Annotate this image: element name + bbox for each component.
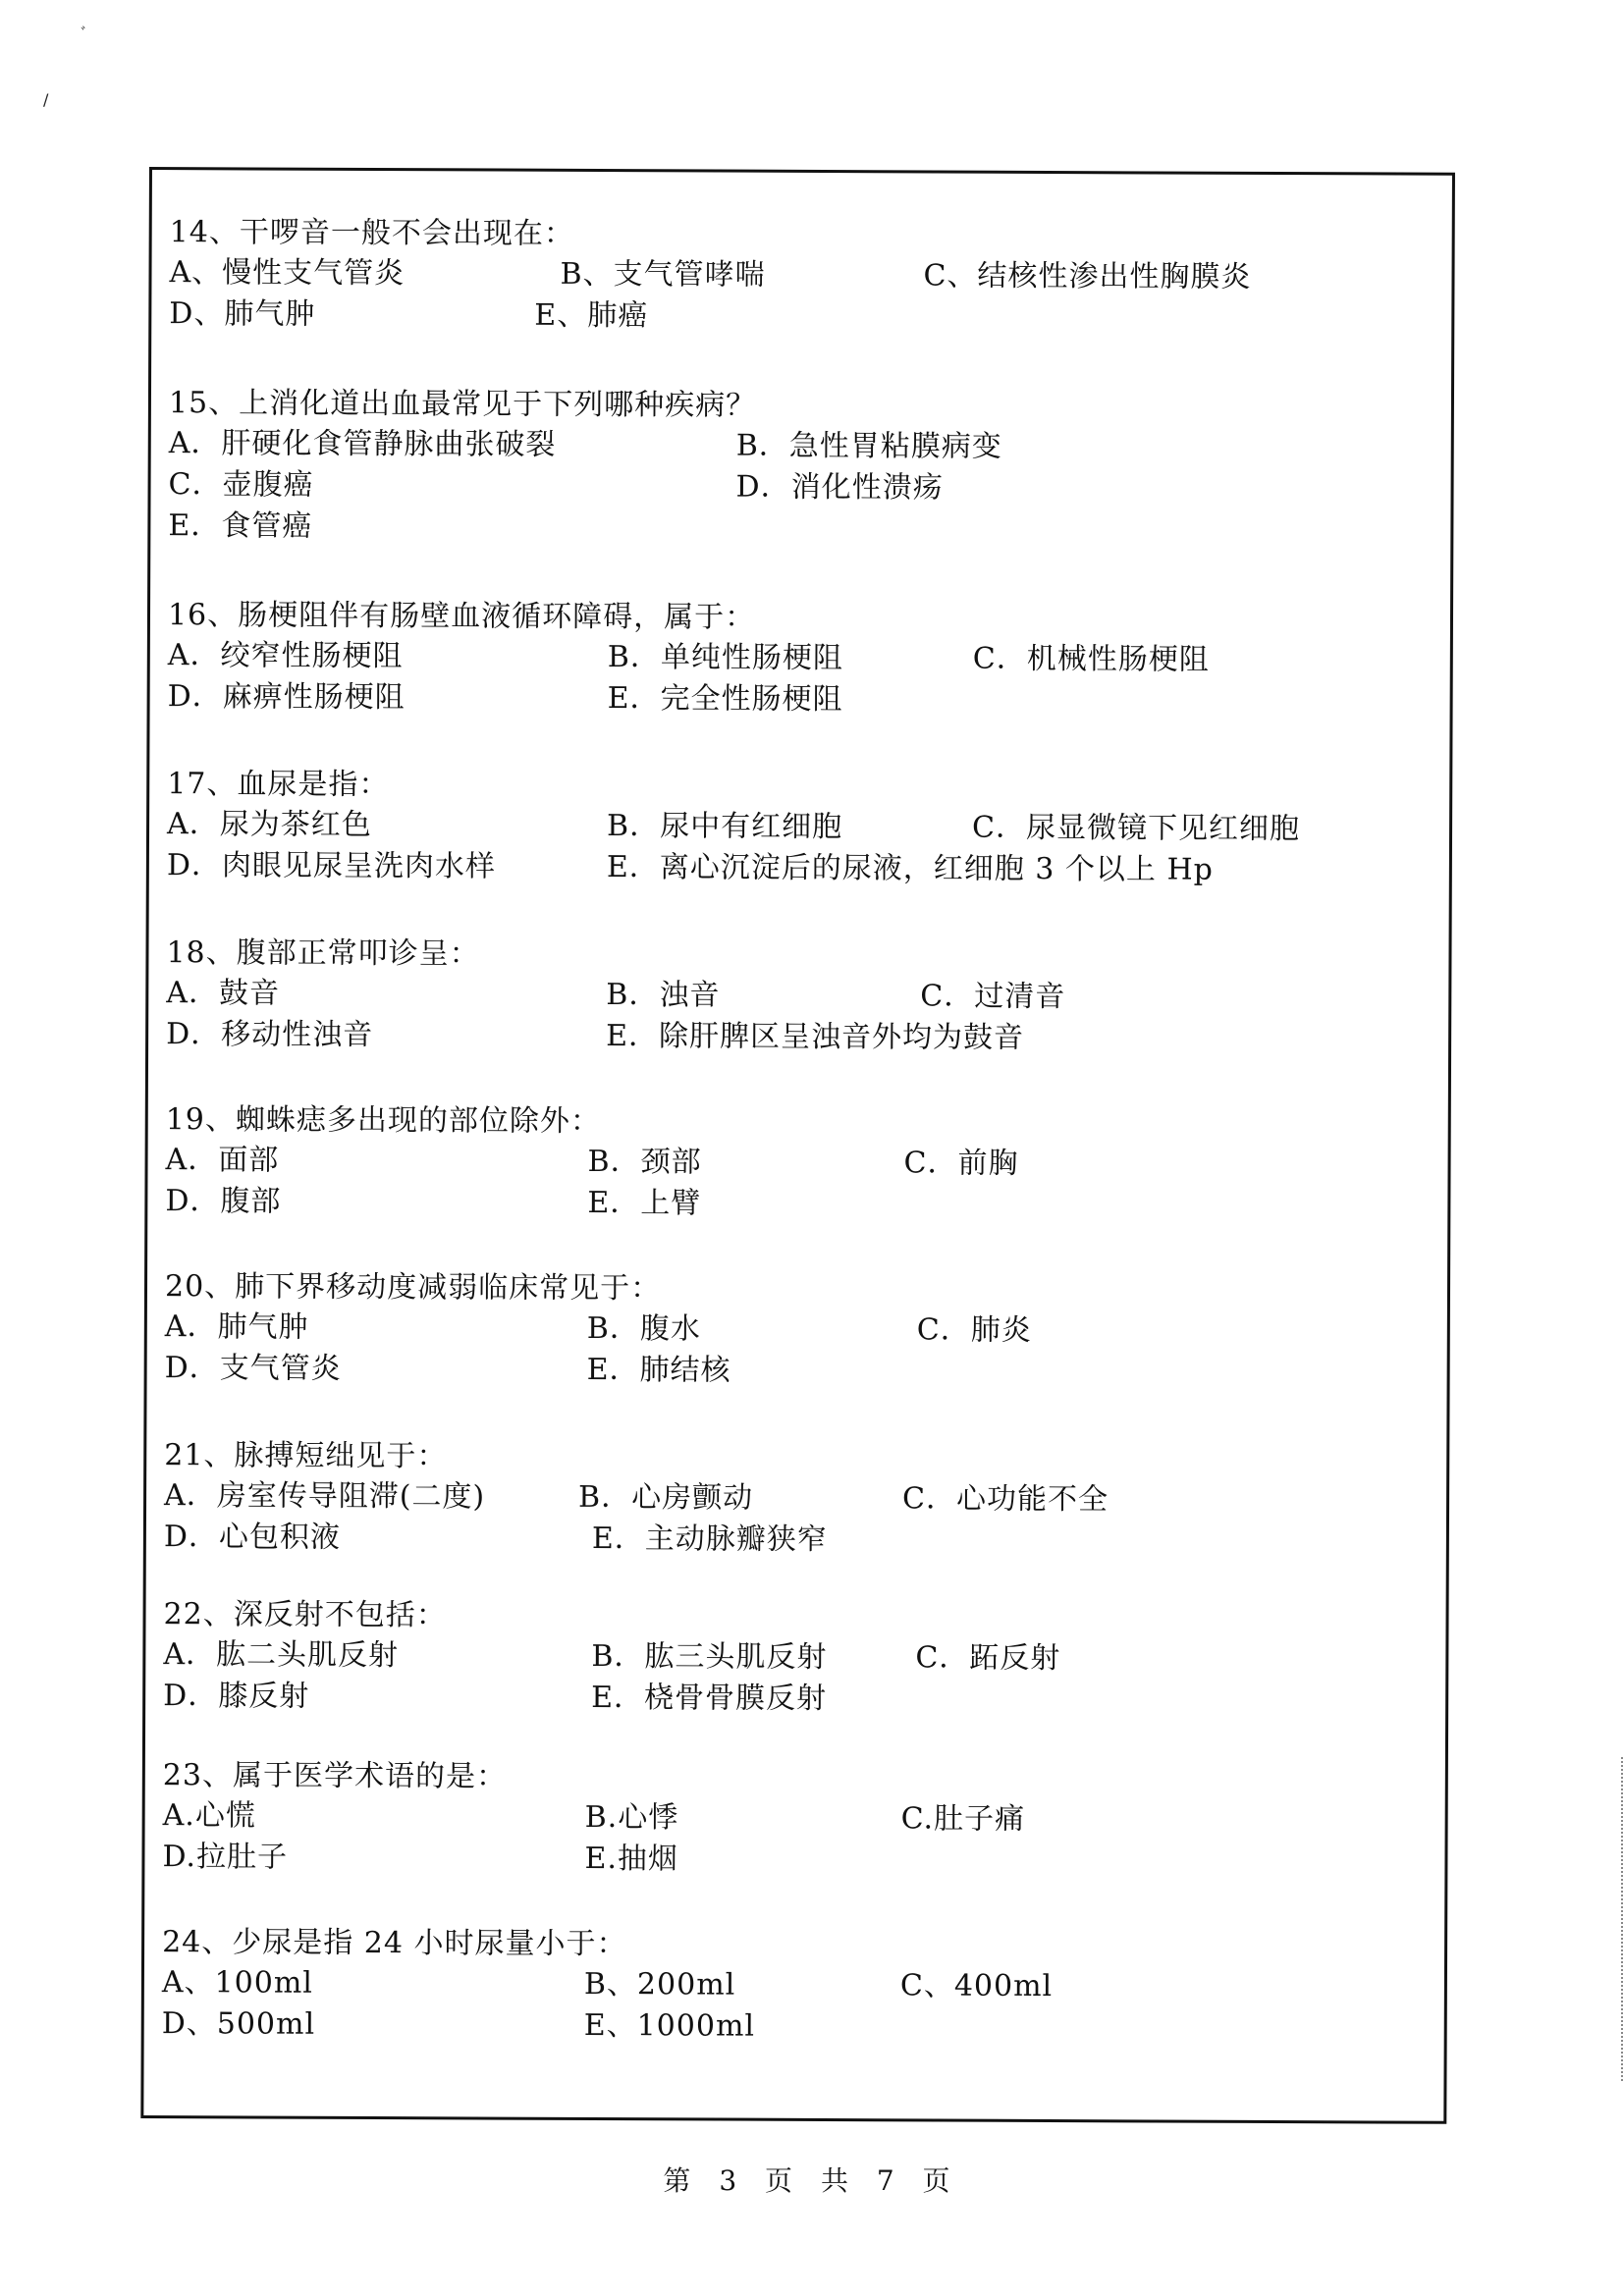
options-row: [162, 1837, 1429, 1884]
options-row: [168, 676, 1434, 723]
question-stem: 23、属于医学术语的是：: [162, 1758, 508, 1794]
scan-mark: ﾞ: [81, 25, 89, 43]
options-row: [167, 804, 1434, 851]
option-d: D.拉肚子: [162, 1840, 289, 1875]
option-e: E．完全性肠梗阻: [607, 681, 843, 718]
option-c: C．跖反射: [915, 1640, 1061, 1677]
option-e: E．离心沉淀后的尿液，红细胞 3 个以上 Hp: [606, 850, 1214, 887]
option-e: E．上臂: [587, 1185, 702, 1221]
question-20: [165, 1267, 1433, 1395]
option-a: A、100ml: [161, 1965, 313, 2001]
options-row: [166, 1014, 1433, 1061]
option-c: C．壶腹癌: [168, 467, 314, 503]
option-c: C．过清音: [920, 979, 1066, 1015]
options-row: [165, 1348, 1432, 1395]
option-e: E．主动脉瓣狭窄: [591, 1521, 828, 1558]
options-row: [165, 1181, 1432, 1228]
question-17: [167, 765, 1434, 892]
option-d: D．肉眼见尿呈洗肉水样: [166, 848, 497, 884]
option-e: E．桡骨骨膜反射: [591, 1680, 828, 1717]
option-b: B．浊音: [606, 978, 721, 1013]
scan-mark: /: [43, 90, 49, 109]
option-e: E．肺结核: [586, 1352, 731, 1388]
question-stem: 20、肺下界移动度减弱临床常见于：: [164, 1269, 662, 1307]
option-b: B．单纯性肠梗阻: [607, 640, 843, 676]
question-23: [162, 1756, 1430, 1884]
options-row: [168, 506, 1434, 553]
option-d: D．移动性浊音: [166, 1017, 374, 1053]
option-a: A.心慌: [162, 1798, 256, 1834]
options-row: [164, 1517, 1431, 1564]
option-c: C．肺炎: [916, 1312, 1032, 1348]
options-row: [163, 1676, 1430, 1723]
option-c: C.肚子痛: [900, 1801, 1026, 1837]
question-18: [166, 934, 1434, 1061]
option-b: B．肱三头肌反射: [591, 1638, 828, 1676]
question-15: [168, 384, 1435, 553]
options-row: [165, 1140, 1432, 1187]
option-b: B．颈部: [587, 1144, 702, 1180]
option-d: D．支气管炎: [164, 1351, 342, 1386]
question-24: [162, 1923, 1430, 2051]
options-row: [166, 973, 1433, 1020]
option-a: A．鼓音: [166, 976, 281, 1011]
option-a: A．绞窄性肠梗阻: [167, 638, 404, 674]
option-a: A．肱二头肌反射: [163, 1637, 400, 1674]
options-row: [163, 1634, 1430, 1682]
options-row: [165, 1307, 1432, 1354]
options-row: [169, 294, 1435, 341]
option-d: D．膝反射: [163, 1679, 310, 1714]
question-16: [168, 596, 1435, 723]
option-b: B.心悸: [584, 1799, 679, 1836]
option-b: B．腹水: [586, 1310, 701, 1347]
options-row: [163, 1795, 1430, 1842]
question-stem: 16、肠梗阻伴有肠壁血液循环障碍，属于：: [167, 598, 756, 635]
options-row: [168, 464, 1434, 511]
options-row: [164, 1475, 1431, 1522]
option-a: A．尿为茶红色: [167, 807, 372, 842]
option-d: D、肺气肿: [169, 296, 316, 332]
option-a: A．面部: [165, 1143, 280, 1178]
options-row: [168, 635, 1434, 682]
question-frame: [140, 167, 1455, 2124]
question-stem: 15、上消化道出血最常见于下列哪种疾病？: [168, 386, 757, 423]
option-e: E、肺癌: [534, 297, 649, 334]
option-a: A、慢性支气管炎: [169, 255, 406, 292]
question-stem: 21、脉搏短绌见于：: [164, 1438, 448, 1474]
options-row: [169, 252, 1435, 299]
question-19: [165, 1100, 1433, 1228]
options-row: [169, 423, 1435, 470]
question-stem: 19、蜘蛛痣多出现的部位除外：: [165, 1102, 602, 1140]
option-c: C．前胸: [903, 1146, 1019, 1181]
option-b: B．急性胃粘膜病变: [735, 428, 1002, 464]
option-b: B、200ml: [583, 1966, 736, 2002]
page-number: 第 3 页 共 7 页: [663, 2164, 960, 2197]
option-d: D．腹部: [165, 1184, 282, 1219]
option-e: E.抽烟: [584, 1841, 678, 1877]
question-22: [163, 1595, 1431, 1723]
question-stem: 24、少尿是指 24 小时尿量小于：: [162, 1925, 627, 1962]
question-21: [164, 1436, 1432, 1564]
options-row: [167, 845, 1434, 892]
question-stem: 22、深反射不包括：: [163, 1597, 447, 1633]
question-stem: 14、干啰音一般不会出现在：: [169, 215, 574, 251]
question-14: [169, 213, 1436, 341]
option-a: A．肝硬化食管静脉曲张破裂: [168, 426, 557, 462]
option-b: B．心房颤动: [578, 1479, 754, 1516]
option-a: A．肺气肿: [164, 1309, 309, 1345]
option-e: E、1000ml: [583, 2007, 756, 2044]
option-d: D．消化性溃疡: [735, 469, 944, 506]
option-d: D、500ml: [161, 2006, 316, 2042]
option-b: B．尿中有红细胞: [606, 809, 843, 845]
options-row: [162, 1962, 1429, 2009]
option-c: C．心功能不全: [902, 1481, 1109, 1518]
option-c: C、400ml: [899, 1968, 1054, 2004]
option-d: D．麻痹性肠梗阻: [167, 679, 406, 716]
option-c: C．尿显微镜下见红细胞: [971, 810, 1301, 847]
option-e: E．除肝脾区呈浊音外均为鼓音: [606, 1019, 1025, 1055]
question-stem: 17、血尿是指：: [167, 767, 390, 803]
question-stem: 18、腹部正常叩诊呈：: [166, 935, 480, 972]
option-d: D．心包积液: [163, 1520, 342, 1555]
option-c: C．机械性肠梗阻: [972, 641, 1210, 677]
option-e: E．食管癌: [168, 508, 313, 544]
scan-edge-dots: [1618, 1757, 1623, 2081]
option-b: B、支气管哮喘: [560, 256, 766, 293]
option-c: C、结核性渗出性胸膜炎: [923, 258, 1252, 294]
options-row: [162, 2003, 1429, 2051]
option-a: A．房室传导阻滞(二度): [164, 1478, 486, 1515]
